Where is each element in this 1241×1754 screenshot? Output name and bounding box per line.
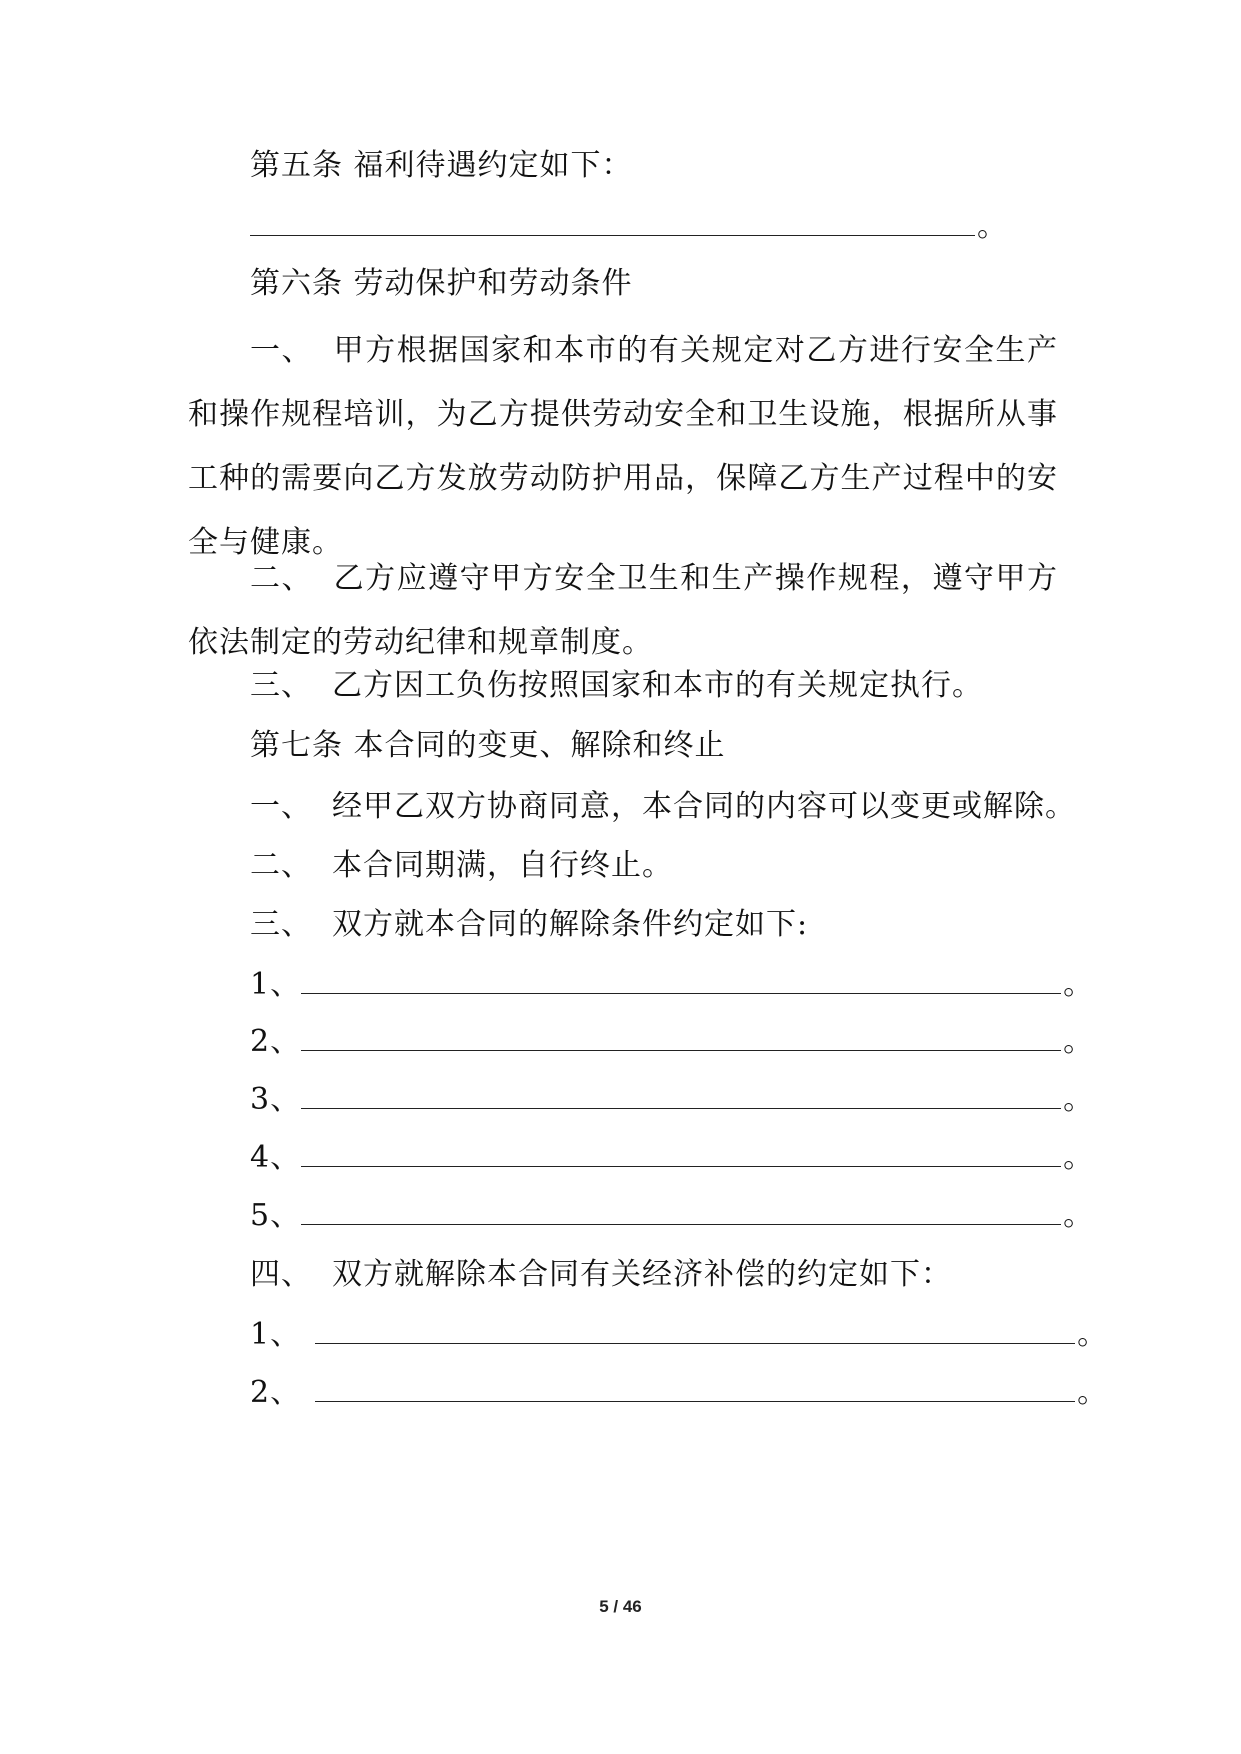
article-5-heading: 第五条 福利待遇约定如下：: [250, 148, 633, 183]
fill-in-blank: [315, 1317, 1075, 1344]
compensation-line: [250, 1373, 1108, 1413]
compensation-number: 2、: [250, 1375, 302, 1410]
blank-end-mark: 。: [1063, 1198, 1095, 1233]
condition-line: [250, 1196, 1094, 1236]
article-6-item-1: [188, 319, 1058, 575]
blank-end-mark: 。: [1063, 1140, 1095, 1175]
blank-end-mark: 。: [1077, 1317, 1109, 1352]
condition-line: [250, 1080, 1094, 1120]
article-7-item-1: [250, 787, 1076, 827]
item-text: 经甲乙双方协商同意，本合同的内容可以变更或解除。: [332, 789, 1076, 824]
fill-in-blank: [315, 1375, 1075, 1402]
article-6-item-2: [188, 547, 1058, 675]
article-6-item-3: [250, 666, 983, 706]
condition-number: 1、: [250, 967, 302, 1002]
condition-line: [250, 1022, 1094, 1062]
condition-line: [250, 965, 1094, 1005]
item-text: 本合同期满，自行终止。: [332, 848, 673, 883]
compensation-line: [250, 1315, 1108, 1355]
condition-number: 2、: [250, 1024, 302, 1059]
article-5-blank-line: [250, 207, 1008, 247]
blank-end-mark: 。: [1077, 1375, 1109, 1410]
article-7-heading: 第七条 本合同的变更、解除和终止: [250, 728, 726, 763]
item-text: 乙方应遵守甲方安全卫生和生产操作规程，遵守甲方依法制定的劳动纪律和规章制度。: [188, 561, 1059, 660]
fill-in-blank: [301, 1198, 1061, 1225]
item-label: 二、: [250, 848, 312, 883]
item-text: 双方就解除本合同有关经济补偿的约定如下：: [332, 1257, 952, 1292]
item-text: 甲方根据国家和本市的有关规定对乙方进行安全生产和操作规程培训，为乙方提供劳动安全和卫生设施，根据所从事工种的需要向乙方发放劳动防护用品，保障乙方生产过程中的安全与健康。: [188, 333, 1059, 560]
item-text: 乙方因工负伤按照国家和本市的有关规定执行。: [332, 668, 983, 703]
condition-number: 4、: [250, 1140, 302, 1175]
item-label: 二、: [250, 561, 314, 596]
item-label: 一、: [250, 333, 314, 368]
fill-in-blank: [301, 1024, 1061, 1051]
article-6-heading: 第六条 劳动保护和劳动条件: [250, 266, 633, 301]
item-label: 三、: [250, 668, 312, 703]
blank-end-mark: 。: [1063, 1082, 1095, 1117]
page-number: 5 / 46: [599, 1597, 642, 1616]
compensation-number: 1、: [250, 1317, 302, 1352]
fill-in-blank: [301, 967, 1061, 994]
item-label: 一、: [250, 789, 312, 824]
fill-in-blank: [301, 1140, 1061, 1167]
item-label: 三、: [250, 907, 312, 942]
article-7-item-2: [250, 846, 673, 886]
condition-line: [250, 1138, 1094, 1178]
condition-number: 5、: [250, 1198, 302, 1233]
article-7-item-4: [250, 1255, 952, 1295]
fill-in-blank: [301, 1082, 1061, 1109]
article-7-item-3: [250, 905, 808, 945]
condition-number: 3、: [250, 1082, 302, 1117]
item-label: 四、: [250, 1257, 312, 1292]
item-text: 双方就本合同的解除条件约定如下:: [332, 907, 809, 942]
blank-end-mark: 。: [1063, 1024, 1095, 1059]
blank-end-mark: 。: [1063, 967, 1095, 1002]
blank-end-mark: 。: [977, 209, 1008, 244]
fill-in-blank: [250, 209, 975, 236]
